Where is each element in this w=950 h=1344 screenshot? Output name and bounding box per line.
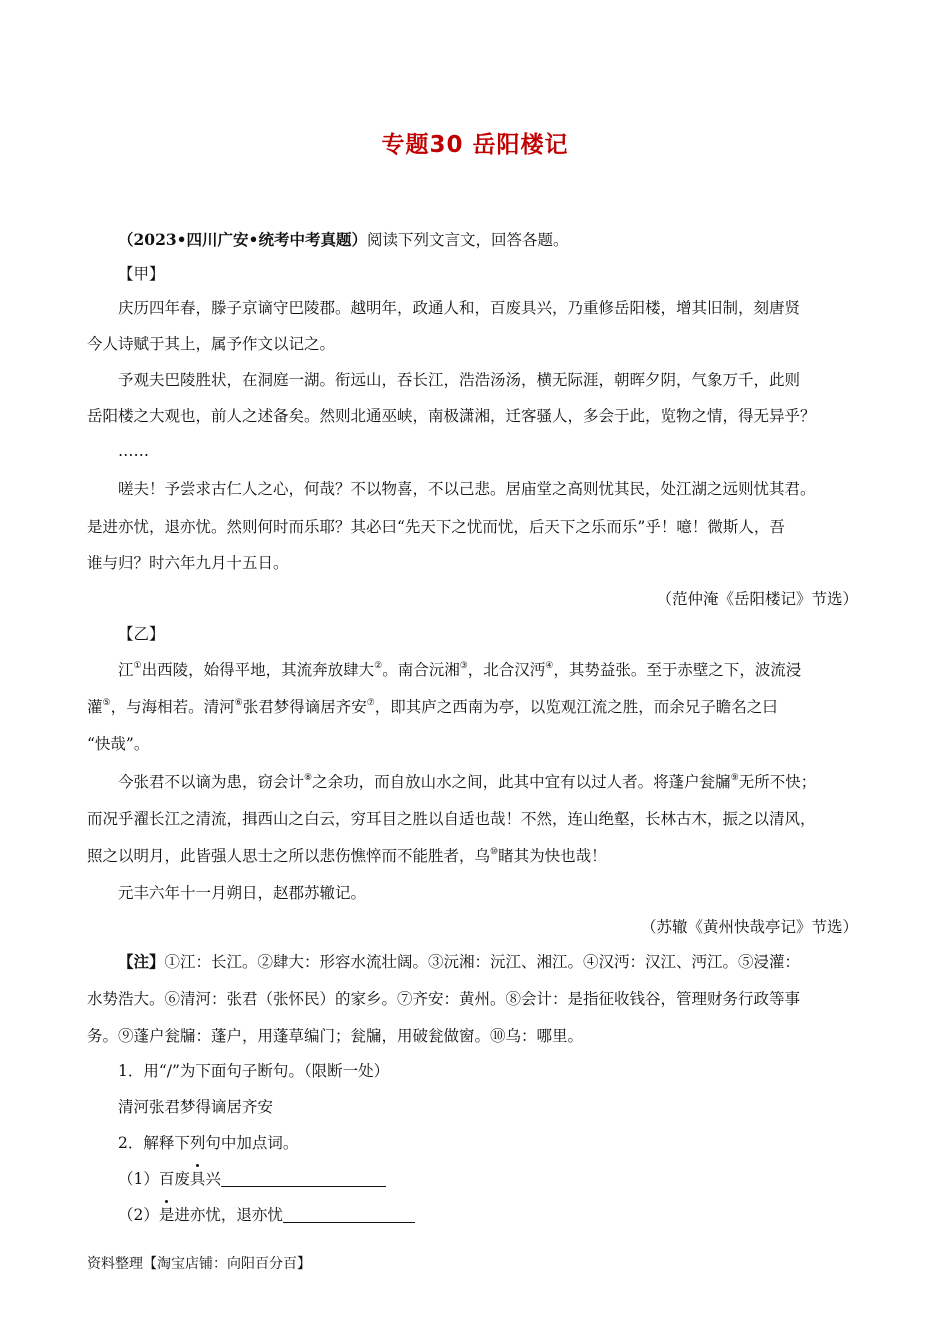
text-span: 进亦忧，退亦忧 [174, 1206, 283, 1224]
text-span: ，与海相若。清河 [110, 698, 235, 716]
notes-line-2: 水势浩大。⑥清河：张君（张怀民）的家乡。⑦齐安：黄州。⑧会计：是指征收钱谷，管理财务行政等事 [87, 990, 801, 1008]
yi-line-1 [118, 660, 801, 680]
text-span: ，北合汉沔 [467, 661, 546, 679]
text-span: ，其势益张。至于赤壁之下，波流浸 [553, 661, 802, 679]
instruction-text: 阅读下列文言文，回答各题。 [366, 231, 569, 249]
footnote-marker: ⑦ [366, 698, 375, 708]
question-2: 2．解释下列句中加点词。 [118, 1134, 299, 1152]
notes-line-1 [118, 952, 800, 972]
text-span: ①江：长江。②肆大：形容水流壮阔。③沅湘：沅江、湘江。④汉沔：汉江、沔江。⑤浸灌： [164, 953, 801, 971]
jia-paragraph-1-line-1: 庆历四年春，滕子京谪守巴陵郡。越明年，政通人和，百废具兴，乃重修岳阳楼，增其旧制，刻唐贤 [118, 299, 801, 317]
answer-blank[interactable] [283, 1206, 415, 1223]
text-span: 睹其为快也哉！ [498, 847, 607, 865]
exam-source: （2023•四川广安•统考中考真题） [118, 230, 367, 249]
footnote-marker: ⑨ [730, 773, 739, 783]
dotted-word: 具 [189, 1170, 206, 1188]
yi-line-7: 元丰六年十一月朔日，赵郡苏辙记。 [118, 884, 367, 902]
yi-line-2 [87, 697, 778, 717]
yi-line-3: “快哉”。 [87, 735, 150, 753]
text-span: （2） [118, 1206, 159, 1224]
jia-paragraph-2-line-2: 岳阳楼之大观也，前人之述备矣。然则北通巫峡，南极潇湘，迁客骚人，多会于此，览物之情，得无异乎？ [87, 407, 816, 425]
text-span: （1）百废 [118, 1170, 190, 1188]
footnote-marker: ⑩ [490, 847, 499, 857]
text-span: 灌 [87, 698, 103, 716]
text-span: 兴 [205, 1170, 221, 1188]
dotted-word: 是 [158, 1206, 175, 1224]
jia-ellipsis: …… [118, 442, 149, 460]
jia-paragraph-3-line-1: 嗟夫！予尝求古仁人之心，何哉？不以物喜，不以己悲。居庙堂之高则忧其民，处江湖之远则忧其君。 [118, 480, 816, 498]
yi-line-4 [118, 772, 816, 792]
question-1-sentence: 清河张君梦得谪居齐安 [118, 1098, 274, 1116]
question-1: 1．用“/”为下面句子断句。（限断一处） [118, 1062, 390, 1080]
yi-line-6 [87, 846, 607, 866]
text-span: ，即其庐之西南为亭，以览观江流之胜，而余兄子瞻名之曰 [374, 698, 778, 716]
text-span: 照之以明月，此皆强人思士之所以悲伤憔悴而不能胜者，乌 [87, 847, 491, 865]
footnote-marker: ③ [459, 661, 468, 671]
notes-line-3: 务。⑨蓬户瓮牖：蓬户，用蓬草编门；瓮牖，用破瓮做窗。⑩乌：哪里。 [87, 1027, 584, 1045]
footnote-marker: ⑤ [102, 698, 111, 708]
footer-text: 资料整理【淘宝店铺：向阳百分百】 [87, 1256, 311, 1272]
section-yi-label: 【乙】 [118, 625, 165, 643]
text-span: 江 [118, 661, 134, 679]
section-jia-label: 【甲】 [118, 265, 165, 283]
footnote-marker: ④ [545, 661, 554, 671]
jia-paragraph-1-line-2: 今人诗赋于其上，属予作文以记之。 [87, 335, 336, 353]
text-span: 张君梦得谪居齐安 [242, 698, 367, 716]
text-span: 出西陵，始得平地，其流奔放肆大 [141, 661, 375, 679]
answer-blank[interactable] [221, 1170, 386, 1187]
footnote-marker: ① [133, 661, 142, 671]
footnote-marker: ② [374, 661, 383, 671]
text-span: 今张君不以谪为患，窃会计 [118, 773, 305, 791]
footnote-marker: ⑥ [234, 698, 243, 708]
question-intro [118, 230, 568, 250]
jia-citation: （范仲淹《岳阳楼记》节选） [656, 590, 858, 608]
jia-paragraph-3-line-2: 是进亦忧，退亦忧。然则何时而乐耶？其必曰“先天下之忧而忧，后天下之乐而乐”乎！噫！微斯人，吾 [87, 518, 785, 536]
text-span: 无所不快； [738, 773, 817, 791]
yi-citation: （苏辙《黄州快哉亭记》节选） [640, 918, 858, 936]
text-span: 。南合沅湘 [382, 661, 460, 679]
page-title: 专题30 岳阳楼记 [381, 132, 569, 158]
text-span: 之余功，而自放山水之间，此其中宜有以过人者。将蓬户瓮牖 [312, 773, 731, 791]
question-2-item-2 [118, 1205, 415, 1225]
yi-line-5: 而况乎濯长江之清流，揖西山之白云，穷耳目之胜以自适也哉！不然，连山绝壑，长林古木，振之以清风， [87, 810, 816, 828]
question-2-item-1 [118, 1169, 386, 1189]
jia-paragraph-3-line-3: 谁与归？时六年九月十五日。 [87, 554, 289, 572]
footnote-marker: ⑧ [304, 773, 313, 783]
jia-paragraph-2-line-1: 予观夫巴陵胜状，在洞庭一湖。衔远山，吞长江，浩浩汤汤，横无际涯，朝晖夕阴，气象万千，此则 [118, 371, 801, 389]
notes-label: 【注】 [118, 952, 165, 971]
